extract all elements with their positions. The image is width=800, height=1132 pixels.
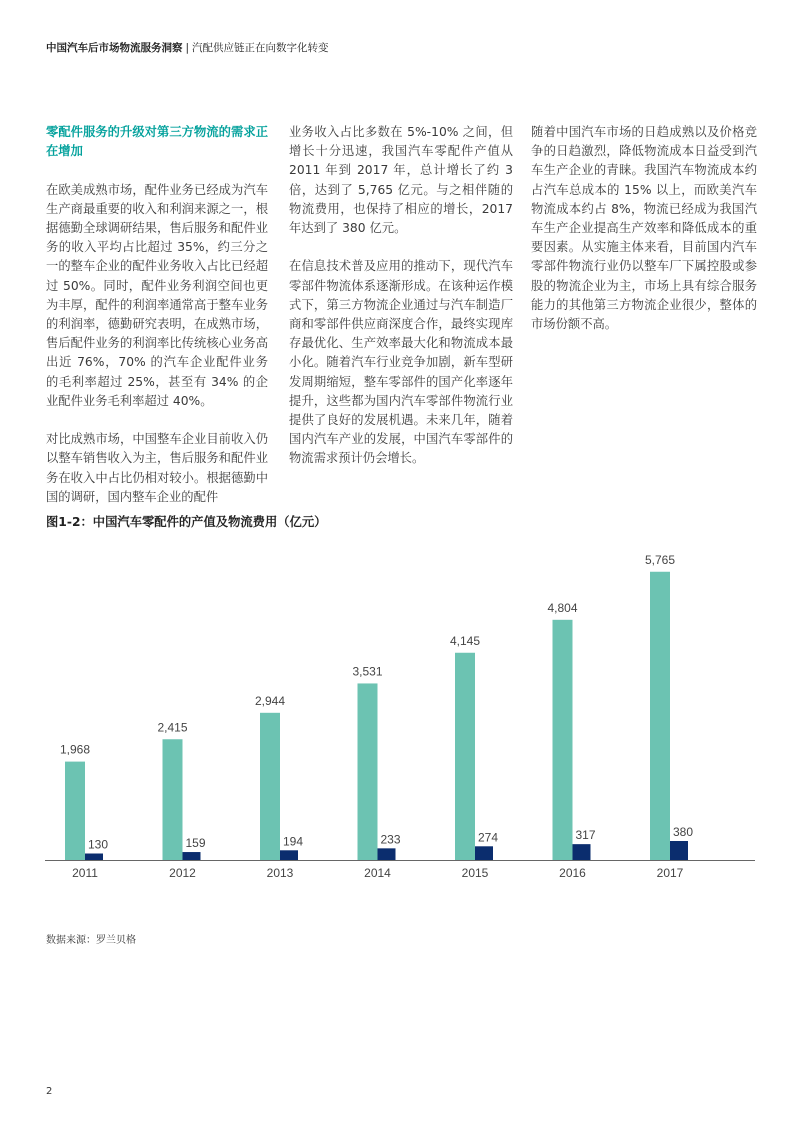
x-tick-label-2012: 2012 <box>169 866 196 880</box>
data-label-series2-2013: 194 <box>282 834 304 849</box>
bar-chart <box>40 530 760 890</box>
data-label-series1-2017: 5,765 <box>644 552 676 567</box>
data-label-series2-2015: 274 <box>477 830 499 845</box>
data-label-series1-2014: 3,531 <box>352 664 383 679</box>
data-label-series2-2011: 130 <box>87 837 109 852</box>
header-separator: | <box>185 42 190 54</box>
bar-series1-2013 <box>260 713 280 860</box>
header-subtitle: 汽配供应链正在向数字化转变 <box>192 42 329 54</box>
section-title: 零配件服务的升级对第三方物流的需求正在增加 <box>46 125 268 159</box>
data-label-series1-2016: 4,804 <box>547 600 578 615</box>
text-column-1 <box>46 123 268 526</box>
bar-series2-2012 <box>183 852 201 860</box>
x-tick-label-2014: 2014 <box>364 866 391 880</box>
bar-series1-2012 <box>163 739 183 860</box>
paragraph: 在欧美成熟市场，配件业务已经成为汽车生产商最重要的收入和利润来源之一，根据德勤全球调研结果，售后服务和配件业务的收入平均占比超过 35%，约三分之一的整车企业的配件业务收入占比已经超过 50%。同时，配件业务利润空间也更为丰厚，配件的利润率通常高于整车业务的利润率，德勤研究表明，在成熟市场，售后配件业务的利润率比传统核心业务高出近 76%，70% 的汽车企业配件业务的毛利率超过 25%，甚至有 34% 的企业配件业务毛利率超过 40%。 <box>46 182 268 408</box>
x-tick-label-2017: 2017 <box>656 866 684 880</box>
bar-series1-2011 <box>65 762 85 860</box>
x-tick-label-2016: 2016 <box>559 866 586 880</box>
x-tick-label-2011: 2011 <box>72 866 98 880</box>
text-column-2 <box>289 123 513 488</box>
x-tick-label-2013: 2013 <box>266 866 294 880</box>
text-column-3 <box>531 123 757 353</box>
paragraph: 随着中国汽车市场的日趋成熟以及价格竞争的日趋激烈，降低物流成本日益受到汽车生产企业的青睐。我国汽车物流成本约占汽车总成本的 15% 以上，而欧美汽车物流成本约占 8%，物流已经成为我国汽车生产企业提高生产效率和降低成本的重要因素。从实施主体来看，目前国内汽车零部件物流行业仍以整车厂下属控股或参股的物流企业为主，市场上具有综合服务能力的其他第三方物流企业很少，整体的市场份额不高。 <box>531 125 757 332</box>
bar-series2-2017 <box>670 841 688 860</box>
bar-series1-2015 <box>455 653 475 860</box>
data-label-series1-2013: 2,944 <box>254 693 286 708</box>
paragraph: 对比成熟市场，中国整车企业目前收入仍以整车销售收入为主，售后服务和配件业务在收入中占比仍相对较小。根据德勤中国的调研，国内整车企业的配件 <box>46 432 268 504</box>
page-number: 2 <box>46 1086 53 1097</box>
header-title: 中国汽车后市场物流服务洞察 <box>46 42 183 54</box>
bar-series2-2016 <box>573 844 591 860</box>
x-tick-label-2015: 2015 <box>461 866 489 880</box>
bar-series1-2016 <box>553 620 573 860</box>
data-label-series2-2012: 159 <box>185 836 206 851</box>
data-label-series2-2016: 317 <box>575 828 596 843</box>
paragraph: 业务收入占比多数在 5%-10% 之间，但增长十分迅速，我国汽车零配件产值从 2011 年到 2017 年，总计增长了约 3 倍，达到了 5,765 亿元。与之相伴随的物流费用，也保持了相应的增长，2017 年达到了 380 亿元。 <box>289 125 513 236</box>
bar-series1-2017 <box>650 572 670 860</box>
data-label-series2-2014: 233 <box>380 832 401 847</box>
bar-series2-2011 <box>85 854 103 861</box>
page-header <box>46 40 329 55</box>
data-label-series1-2012: 2,415 <box>157 720 188 735</box>
data-label-series1-2011: 1,968 <box>59 742 91 757</box>
figure-source: 数据来源：罗兰贝格 <box>46 935 136 946</box>
paragraph: 在信息技术普及应用的推动下，现代汽车零部件物流体系逐渐形成。在该种运作模式下，第三方物流企业通过与汽车制造厂商和零部件供应商深度合作，最终实现库存最优化、生产效率最大化和物流成本最小化。随着汽车行业竞争加剧，新车型研发周期缩短，整车零部件的国产化率逐年提升，这些都为国内汽车零部件物流行业提供了良好的发展机遇。未来几年，随着国内汽车产业的发展，中国汽车零部件的物流需求预计仍会增长。 <box>289 259 513 466</box>
bar-series2-2015 <box>475 846 493 860</box>
bar-series2-2013 <box>280 850 298 860</box>
bar-series2-2014 <box>378 848 396 860</box>
data-label-series1-2015: 4,145 <box>449 633 481 648</box>
figure-title: 图1-2：中国汽车零配件的产值及物流费用（亿元） <box>46 515 327 529</box>
data-label-series2-2017: 380 <box>672 825 694 839</box>
bar-series1-2014 <box>358 683 378 860</box>
